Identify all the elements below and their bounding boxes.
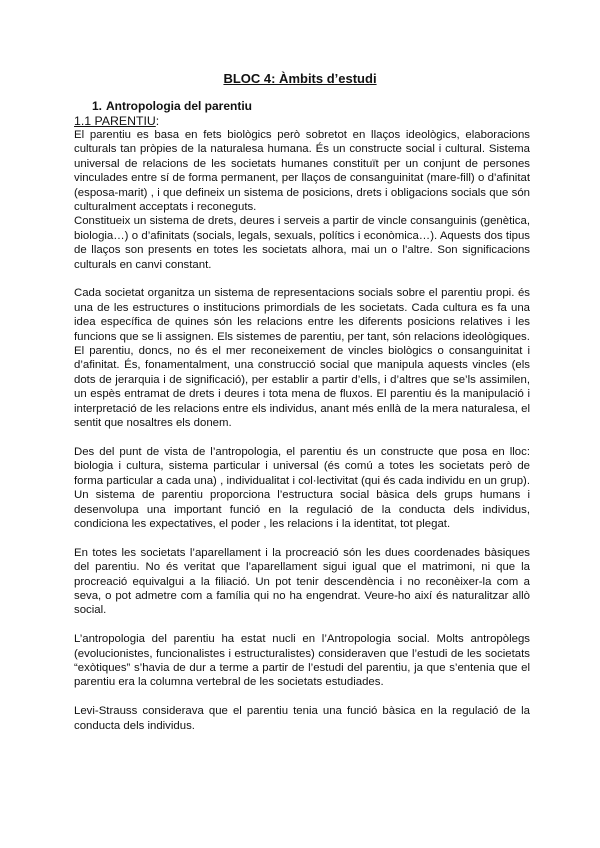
subsection-suffix: : [155,114,160,128]
document-body [74,128,530,733]
paragraph-4: El parentiu, doncs, no és el mer reconeixement de vincles biològics o consanguinitat i d’afinitat. És, fonamentalment, una construcció social que manipula aquests vincles (els dots de jerarquia i de significació), per establir a partir d’ells, i d’altres que se’ls assimilen, un espès entramat de drets i deures i tota mena de fluxos. El parentiu és la manipulació i interpretació de les relacions entre els individus, anant més enllà de la mera naturalesa, el sentit que nosaltres els donem. [74,345,530,430]
paragraph-3: Cada societat organitza un sistema de representacions socials sobre el parentiu propi. és una de les estructures o institucions primordials de les societats. Cada cultura es fa una idea específica de quines són les relacions entre les diferents posicions relatives i les funcions que se li assignen. Els sistemes de parentiu, per tant, són relacions ideològiques. [74,287,530,343]
paragraph-1: El parentiu es basa en fets biològics però sobretot en llaços ideològics, elaboracions culturals tan pròpies de la naturalesa humana. És un constructe social i cultural. Sistema universal de relacions de les societats humanes constituït per un conjunt de persones vinculades entre sí de forma permanent, per llaços de consanguinitat (mare-fill) o d’afinitat (esposa-marit) , i que defineix un sistema de posicions, drets i obligacions socials que són culturalment acceptats i reconeguts. [74,129,530,214]
paragraph-8: Levi-Strauss considerava que el parentiu tenia una funció bàsica en la regulació de la conducta dels individus. [74,705,530,732]
section-label: Antropologia del parentiu [106,99,252,113]
page-title: BLOC 4: Àmbits d’estudi [223,71,377,86]
section-heading [92,99,252,113]
paragraph-2: Constitueix un sistema de drets, deures i serveis a partir de vincle consanguinis (genètica, biologia…) o d’afinitats (socials, legals, sexuals, polítics i econòmica…). Aquests dos tipus de llaços son presents en totes les societats alhora, mai un o l’altre. Son significacions culturals en canvi constant. [74,215,530,271]
paragraph-5: Des del punt de vista de l’antropologia, el parentiu és un constructe que posa en lloc: biologia i cultura, sistema particular i universal (és comú a totes les societats però de forma particular a cada una) , individualitat i col·lectivitat (qui és cada individu en un grup). Un sistema de parentiu proporciona l’estructura social bàsica dels grups humans i desenvolupa una important funció en la regulació de la conducta dels individus, condiciona les expectatives, el poder , les relacions i la identitat, tot plegat. [74,445,530,530]
subsection-heading [74,114,159,128]
section-number: 1. [92,99,103,113]
paragraph-6: En totes les societats l’aparellament i la procreació són les dues coordenades bàsiques del parentiu. No és veritat que l’aparellament sigui igual que el matrimoni, ni que la procreació equivalgui a la filiació. Un pot tenir descendència i no reconèixer-la com a seva, o pot admetre com a família qui no ha engendrat. Veure-ho així és naturalitzar allò social. [74,546,530,617]
paragraph-7: L’antropologia del parentiu ha estat nucli en l’Antropologia social. Molts antropòlegs (evolucionistes, funcionalistes i estructuralistes) consideraven que l’estudi de les societats “exòtiques” s’havia de dur a terme a partir de l’estudi del parentiu, ja que s’entenia que el parentiu era la columna vertebral de les societats estudiades. [74,633,530,689]
subsection-label: 1.1 PARENTIU [74,114,156,128]
